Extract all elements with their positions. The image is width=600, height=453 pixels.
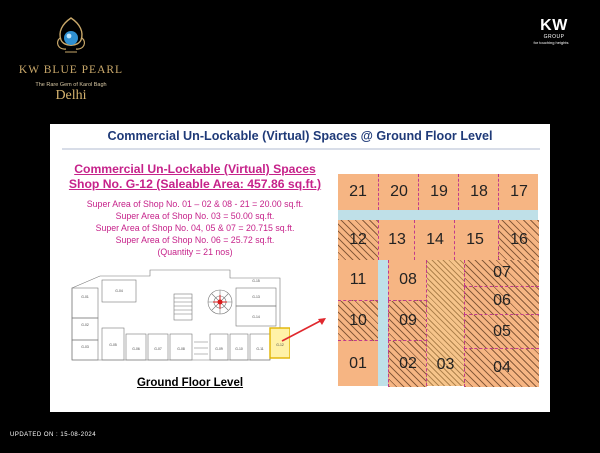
subtitle-line-2: Shop No. G-12 (Saleable Area: 457.86 sq.ft.) xyxy=(68,177,322,191)
kw-group-logo xyxy=(534,18,574,45)
spec-line-3: Super Area of Shop No. 04, 05 & 07 = 20.715 sq.ft. xyxy=(95,223,295,233)
plan-label-g07: G-07 xyxy=(154,347,162,351)
kw-logo-slogan: for touching heights xyxy=(533,40,569,45)
plan-label-g02: G-02 xyxy=(81,323,89,327)
shop-16: 16 xyxy=(498,220,539,260)
shop-03: 03 xyxy=(426,260,464,386)
plan-label-g11: G-11 xyxy=(256,347,264,351)
shop-02: 02 xyxy=(388,340,427,387)
vertical-aisle xyxy=(378,260,388,386)
shop-21: 21 xyxy=(349,183,367,200)
shop-09: 09 xyxy=(388,300,427,341)
plan-label-g01: G-01 xyxy=(81,295,89,299)
shop-08: 08 xyxy=(388,260,427,300)
shop-13: 13 xyxy=(378,220,415,260)
ground-floor-plan xyxy=(70,268,290,364)
horizontal-aisle xyxy=(338,210,538,220)
shop-07: 07 xyxy=(464,260,539,286)
plan-caption: Ground Floor Level xyxy=(136,377,244,389)
brand-emblem-icon xyxy=(52,16,90,56)
plan-label-g04: G-04 xyxy=(115,289,123,293)
kw-logo-group: GROUP xyxy=(543,34,565,40)
shop-19: 19 xyxy=(418,174,459,210)
shop-18: 18 xyxy=(458,174,499,210)
shop-11: 11 xyxy=(349,271,367,288)
plan-label-g09: G-09 xyxy=(215,347,223,351)
shop-17: 17 xyxy=(498,174,539,210)
brand-city: Delhi xyxy=(55,88,87,103)
info-slide xyxy=(50,124,550,412)
spec-line-2: Super Area of Shop No. 03 = 50.00 sq.ft. xyxy=(115,211,275,221)
shop-01: 01 xyxy=(338,340,378,387)
brand-tagline: The Rare Gem of Karol Bagh xyxy=(35,82,107,88)
kw-logo-letters: KW xyxy=(540,17,568,34)
updated-date: UPDATED ON : 15-08-2024 xyxy=(10,432,97,438)
shop-15: 15 xyxy=(454,220,495,260)
shop-10: 10 xyxy=(338,300,378,341)
plan-label-g15: G-15 xyxy=(252,279,260,283)
shop-20: 20 xyxy=(378,174,419,210)
shop-12: 12 xyxy=(338,220,378,260)
brand-name: KW BLUE PEARL xyxy=(18,64,124,76)
spec-line-4: Super Area of Shop No. 06 = 25.72 sq.ft. xyxy=(115,235,275,245)
plan-label-g06: G-06 xyxy=(132,347,140,351)
shop-05: 05 xyxy=(464,314,539,349)
shop-04: 04 xyxy=(464,348,539,387)
plan-label-g12: G-12 xyxy=(276,343,284,347)
plan-label-g08: G-08 xyxy=(177,347,185,351)
plan-label-g03: G-03 xyxy=(81,345,89,349)
slide-title: Commercial Un-Lockable (Virtual) Spaces @ Ground Floor Level xyxy=(107,129,493,143)
shop-06: 06 xyxy=(464,286,539,315)
plan-label-g10: G-10 xyxy=(235,347,243,351)
shop-14: 14 xyxy=(414,220,455,260)
section-subtitle xyxy=(50,162,340,192)
shop-layout-grid xyxy=(338,174,538,386)
title-divider xyxy=(62,148,540,150)
pointer-arrow-icon xyxy=(280,314,332,344)
spec-line-1: Super Area of Shop No. 01 – 02 & 08 - 21 = 20.00 sq.ft. xyxy=(86,199,304,209)
subtitle-line-1: Commercial Un-Lockable (Virtual) Spaces xyxy=(74,162,316,176)
spec-quantity: (Quantity = 21 nos) xyxy=(157,247,233,257)
plan-label-g14: G-14 xyxy=(252,315,260,319)
plan-label-g13: G-13 xyxy=(252,295,260,299)
plan-label-g05: G-05 xyxy=(109,343,117,347)
